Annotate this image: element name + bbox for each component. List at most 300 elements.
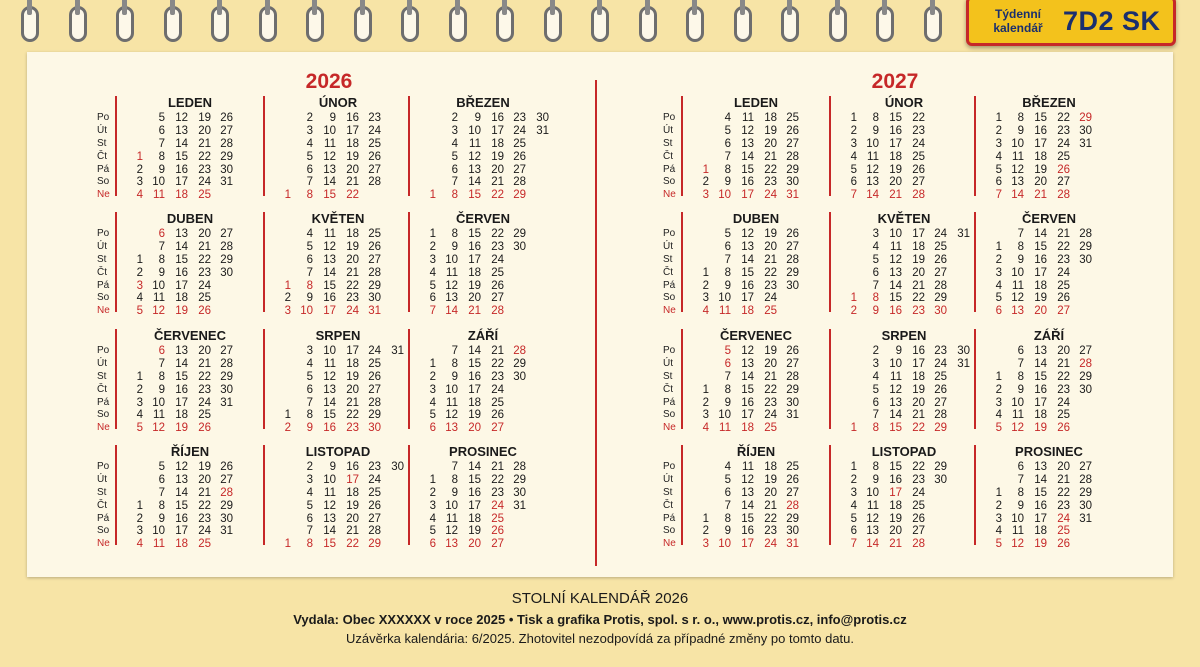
- day-number: 4: [702, 305, 709, 318]
- day-number: [837, 280, 857, 293]
- day-number: 30: [391, 461, 404, 473]
- day-number: 11: [446, 512, 458, 525]
- day-number: 4: [429, 396, 436, 409]
- week-column: [506, 345, 526, 435]
- day-number: 20: [912, 266, 925, 279]
- binding-ring: [259, 6, 277, 42]
- day-number: 19: [912, 383, 925, 396]
- day-number: 25: [491, 266, 504, 279]
- day-number: 4: [451, 137, 458, 150]
- day-number: [927, 487, 947, 500]
- day-number: 8: [451, 228, 458, 240]
- day-number: 4: [136, 292, 143, 305]
- day-number: 1: [702, 512, 709, 525]
- week-column: [293, 228, 313, 318]
- day-number: 13: [1011, 305, 1024, 318]
- day-number: [1072, 305, 1092, 318]
- day-number: 15: [1034, 112, 1047, 124]
- day-number: 15: [468, 357, 481, 370]
- week-column: [927, 228, 947, 318]
- month-name: LISTOPAD: [871, 444, 937, 459]
- day-number: [982, 474, 1002, 487]
- day-number: 22: [1057, 240, 1070, 253]
- day-number: 18: [912, 370, 925, 383]
- week-column: [779, 345, 799, 435]
- day-number: 16: [468, 486, 481, 499]
- day-number: 14: [468, 176, 481, 189]
- day-number: 26: [368, 499, 381, 512]
- day-number: 15: [889, 292, 902, 305]
- day-number: 8: [451, 473, 458, 486]
- day-number: 28: [786, 150, 799, 163]
- day-number: 11: [890, 240, 902, 253]
- day-number: 18: [1034, 409, 1047, 422]
- day-number: [689, 151, 709, 164]
- day-number: 15: [889, 112, 902, 124]
- day-number: 7: [724, 253, 731, 266]
- day-number: 8: [158, 370, 165, 383]
- day-number: 17: [175, 525, 188, 538]
- day-number: 20: [468, 538, 481, 551]
- day-number: 19: [764, 228, 777, 240]
- month-separator: [115, 212, 117, 312]
- day-number: 15: [323, 538, 336, 551]
- day-number: 27: [368, 383, 381, 396]
- day-number: 24: [513, 124, 526, 137]
- month-block: [681, 445, 824, 555]
- day-number: 11: [890, 370, 902, 383]
- day-number: [837, 371, 857, 384]
- day-number: 22: [198, 150, 211, 163]
- day-number: [123, 125, 143, 138]
- day-number: [384, 513, 404, 526]
- day-number: 9: [724, 525, 731, 538]
- month-block: [115, 212, 258, 322]
- day-number: 23: [912, 473, 925, 486]
- day-number: 17: [1034, 137, 1047, 150]
- week-column: [316, 228, 336, 318]
- week-column: [168, 112, 188, 202]
- weekday-label: Pá: [97, 512, 110, 524]
- calendar-card: [27, 52, 1173, 577]
- day-number: 4: [872, 370, 879, 383]
- day-number: 6: [872, 266, 879, 279]
- weekday-label: Po: [97, 461, 110, 472]
- day-number: 3: [284, 305, 291, 318]
- binding-ring: [734, 6, 752, 42]
- day-number: 8: [724, 512, 731, 525]
- day-number: 7: [306, 266, 313, 279]
- binding-ring: [781, 6, 799, 42]
- day-number: [384, 422, 404, 435]
- day-number: [123, 112, 143, 125]
- day-number: 10: [718, 409, 731, 422]
- day-number: 10: [866, 137, 879, 150]
- day-number: 25: [368, 357, 381, 370]
- day-number: [361, 189, 381, 202]
- day-number: 20: [764, 357, 777, 370]
- day-number: [384, 525, 404, 538]
- day-number: 13: [445, 422, 458, 435]
- day-number: 7: [306, 176, 313, 189]
- day-number: 11: [446, 396, 458, 409]
- day-number: 13: [741, 486, 754, 499]
- day-number: [837, 358, 857, 371]
- day-number: 22: [764, 163, 777, 176]
- day-number: 22: [346, 538, 359, 551]
- day-number: 25: [1057, 150, 1070, 163]
- day-number: 21: [468, 305, 481, 318]
- week-column: [711, 345, 731, 435]
- day-number: [271, 487, 291, 500]
- day-number: 23: [1057, 124, 1070, 137]
- month-block: [408, 445, 551, 555]
- day-number: 13: [866, 525, 879, 538]
- month-separator: [829, 329, 831, 429]
- day-number: 3: [429, 253, 436, 266]
- day-number: 12: [866, 512, 879, 525]
- day-number: 22: [1057, 486, 1070, 499]
- day-number: 14: [323, 176, 336, 189]
- day-number: [506, 409, 526, 422]
- day-number: 1: [284, 189, 291, 202]
- week-column: [859, 228, 879, 318]
- day-number: 17: [1034, 396, 1047, 409]
- day-number: 23: [198, 383, 211, 396]
- day-number: 1: [429, 473, 436, 486]
- day-number: 9: [329, 461, 336, 473]
- day-number: 17: [1034, 266, 1047, 279]
- day-number: [837, 397, 857, 410]
- month-name: KVĚTEN: [311, 211, 365, 226]
- day-number: 15: [175, 499, 188, 512]
- day-number: 5: [872, 383, 879, 396]
- day-number: 7: [451, 176, 458, 189]
- day-number: 23: [368, 461, 381, 473]
- day-number: 1: [702, 163, 709, 176]
- day-number: 22: [491, 473, 504, 486]
- day-number: 9: [1017, 499, 1024, 512]
- month-name: PROSINEC: [1015, 444, 1083, 459]
- week-column: [191, 112, 211, 202]
- day-number: 4: [429, 512, 436, 525]
- day-number: 12: [323, 370, 336, 383]
- day-number: 8: [1017, 112, 1024, 124]
- day-number: 25: [1057, 279, 1070, 292]
- day-number: 8: [872, 292, 879, 305]
- day-number: [689, 474, 709, 487]
- month-separator: [681, 212, 683, 312]
- day-number: 8: [306, 538, 313, 551]
- day-number: 28: [513, 176, 526, 189]
- weekday-label: Ne: [663, 189, 676, 201]
- day-number: [506, 397, 526, 410]
- day-number: 17: [741, 538, 754, 551]
- weekday-label: Po: [663, 228, 676, 239]
- day-number: 26: [513, 150, 526, 163]
- day-number: 5: [724, 124, 731, 137]
- day-number: 30: [513, 370, 526, 383]
- day-number: 18: [468, 512, 481, 525]
- day-number: 17: [1034, 512, 1047, 525]
- day-number: 14: [323, 396, 336, 409]
- day-number: 15: [323, 279, 336, 292]
- day-number: 10: [1011, 137, 1024, 150]
- day-number: [123, 487, 143, 500]
- day-number: 7: [451, 345, 458, 357]
- week-column: [361, 112, 381, 202]
- day-number: 12: [741, 124, 754, 137]
- day-number: 24: [198, 279, 211, 292]
- day-number: 8: [872, 112, 879, 124]
- day-number: [213, 538, 233, 551]
- week-column: [168, 461, 188, 551]
- day-number: 11: [719, 422, 731, 435]
- week-column: [1004, 461, 1024, 551]
- weekday-label: Ne: [663, 422, 676, 434]
- day-number: 10: [152, 396, 165, 409]
- day-number: 3: [702, 538, 709, 551]
- month-separator: [263, 96, 265, 196]
- month-separator: [263, 329, 265, 429]
- day-number: 5: [872, 253, 879, 266]
- day-number: [384, 384, 404, 397]
- week-column: [213, 345, 233, 435]
- day-number: [271, 125, 291, 138]
- day-number: [927, 500, 947, 513]
- day-number: 15: [889, 422, 902, 435]
- day-number: 11: [742, 461, 754, 473]
- day-number: 10: [300, 305, 313, 318]
- day-number: 21: [764, 150, 777, 163]
- week-column: [1072, 112, 1092, 202]
- day-number: [1072, 189, 1092, 202]
- month-block: [681, 329, 824, 439]
- day-number: 29: [1079, 112, 1092, 124]
- day-number: 15: [1034, 240, 1047, 253]
- weekday-label: So: [97, 176, 110, 188]
- day-number: 9: [158, 512, 165, 525]
- week-column: [689, 112, 709, 202]
- month-name: ZÁŘÍ: [467, 328, 499, 343]
- month-block: [408, 212, 551, 322]
- day-number: 6: [850, 525, 857, 538]
- day-number: 6: [995, 305, 1002, 318]
- day-number: 8: [872, 461, 879, 473]
- day-number: 17: [468, 499, 481, 512]
- week-column: [506, 228, 526, 318]
- day-number: 14: [741, 499, 754, 512]
- day-number: 4: [136, 409, 143, 422]
- weekday-label: Út: [97, 473, 107, 485]
- day-number: 4: [850, 150, 857, 163]
- day-number: 1: [429, 357, 436, 370]
- day-number: 26: [198, 422, 211, 435]
- day-number: 10: [1011, 512, 1024, 525]
- day-number: 4: [724, 112, 731, 124]
- binding-ring: [116, 6, 134, 42]
- day-number: [1072, 538, 1092, 551]
- day-number: 1: [850, 422, 857, 435]
- day-number: 8: [451, 357, 458, 370]
- day-number: 27: [368, 163, 381, 176]
- day-number: 11: [469, 137, 481, 150]
- footer-publisher: Vydala: Obec XXXXXX v roce 2025 • Tisk a grafika Protis, spol. s r. o., www.protis.cz, info@protis.cz: [293, 612, 907, 627]
- day-number: [689, 345, 709, 358]
- weekday-label: So: [97, 525, 110, 537]
- day-number: 26: [786, 124, 799, 137]
- day-number: 16: [1034, 124, 1047, 137]
- day-number: 26: [786, 473, 799, 486]
- day-number: 18: [175, 538, 188, 551]
- day-number: 31: [220, 525, 233, 538]
- weekday-label: St: [663, 370, 673, 382]
- day-number: 19: [764, 124, 777, 137]
- day-number: 22: [764, 512, 777, 525]
- weekday-label: Ne: [97, 305, 110, 317]
- day-number: 29: [786, 383, 799, 396]
- day-number: [837, 384, 857, 397]
- day-number: 30: [786, 525, 799, 538]
- binding-ring: [876, 6, 894, 42]
- day-number: 19: [1034, 163, 1047, 176]
- day-number: 18: [175, 409, 188, 422]
- day-number: 9: [451, 240, 458, 253]
- day-number: 29: [220, 499, 233, 512]
- day-number: 30: [1079, 499, 1092, 512]
- month-name: LEDEN: [733, 95, 779, 110]
- week-column: [757, 112, 777, 202]
- weekday-label: So: [663, 525, 676, 537]
- day-number: 5: [429, 525, 436, 538]
- day-number: 14: [866, 189, 879, 202]
- day-number: 4: [306, 486, 313, 499]
- week-column: [689, 345, 709, 435]
- binding-ring: [496, 6, 514, 42]
- day-number: 25: [513, 137, 526, 150]
- day-number: 25: [368, 228, 381, 240]
- day-number: 1: [995, 370, 1002, 383]
- weekday-label: So: [663, 409, 676, 421]
- day-number: [529, 176, 549, 189]
- week-column: [168, 345, 188, 435]
- day-number: 9: [474, 112, 481, 124]
- day-number: 11: [324, 228, 336, 240]
- day-number: 25: [1057, 525, 1070, 538]
- week-column: [689, 228, 709, 318]
- day-number: 20: [198, 473, 211, 486]
- day-number: 18: [346, 137, 359, 150]
- day-number: 9: [872, 305, 879, 318]
- day-number: 21: [491, 461, 504, 473]
- month-name: DUBEN: [166, 211, 214, 226]
- day-number: 5: [306, 240, 313, 253]
- day-number: [384, 500, 404, 513]
- day-number: 28: [1079, 228, 1092, 240]
- day-number: [837, 228, 857, 241]
- day-number: 9: [158, 163, 165, 176]
- week-column: [1072, 461, 1092, 551]
- day-number: 13: [866, 176, 879, 189]
- day-number: 6: [306, 512, 313, 525]
- day-number: 2: [850, 305, 857, 318]
- day-number: 18: [741, 422, 754, 435]
- day-number: 23: [198, 512, 211, 525]
- day-number: 7: [872, 409, 879, 422]
- week-column: [484, 228, 504, 318]
- day-number: 19: [1034, 422, 1047, 435]
- day-number: [529, 151, 549, 164]
- day-number: 19: [346, 499, 359, 512]
- day-number: 12: [1011, 422, 1024, 435]
- day-number: 9: [158, 266, 165, 279]
- day-number: 16: [912, 345, 925, 357]
- day-number: [271, 500, 291, 513]
- day-number: 1: [284, 409, 291, 422]
- month-block: [681, 96, 824, 206]
- day-number: 21: [491, 176, 504, 189]
- day-number: 20: [1057, 461, 1070, 473]
- day-number: 24: [198, 176, 211, 189]
- day-number: 23: [368, 112, 381, 124]
- day-number: 23: [491, 370, 504, 383]
- week-column: [484, 112, 504, 202]
- day-number: [123, 358, 143, 371]
- day-number: 23: [346, 292, 359, 305]
- day-number: 1: [995, 112, 1002, 124]
- day-number: 14: [468, 345, 481, 357]
- day-number: [271, 358, 291, 371]
- day-number: [506, 292, 526, 305]
- weekday-label: Ne: [663, 305, 676, 317]
- day-number: [384, 538, 404, 551]
- day-number: 13: [741, 137, 754, 150]
- binding-ring: [449, 6, 467, 42]
- day-number: 14: [175, 240, 188, 253]
- day-number: 30: [513, 240, 526, 253]
- day-number: 25: [912, 499, 925, 512]
- day-number: 25: [912, 150, 925, 163]
- day-number: [123, 474, 143, 487]
- day-number: 24: [198, 396, 211, 409]
- day-number: 20: [491, 163, 504, 176]
- day-number: 27: [786, 357, 799, 370]
- week-column: [734, 461, 754, 551]
- day-number: 9: [1017, 253, 1024, 266]
- month-block: [974, 329, 1117, 439]
- day-number: 22: [198, 253, 211, 266]
- week-column: [461, 461, 481, 551]
- weekday-label: St: [97, 137, 107, 149]
- day-number: 9: [451, 370, 458, 383]
- day-number: 4: [136, 538, 143, 551]
- day-number: 25: [764, 305, 777, 318]
- day-number: [950, 397, 970, 410]
- day-number: 31: [957, 228, 970, 240]
- day-number: [1072, 176, 1092, 189]
- day-number: 21: [1057, 228, 1070, 240]
- day-number: 3: [872, 228, 879, 240]
- day-number: 28: [220, 357, 233, 370]
- day-number: 14: [889, 409, 902, 422]
- week-column: [438, 461, 458, 551]
- week-column: [271, 112, 291, 202]
- day-number: 2: [284, 422, 291, 435]
- day-number: 24: [368, 473, 381, 486]
- day-number: 8: [872, 422, 879, 435]
- day-number: 2: [306, 112, 313, 124]
- day-number: 23: [912, 305, 925, 318]
